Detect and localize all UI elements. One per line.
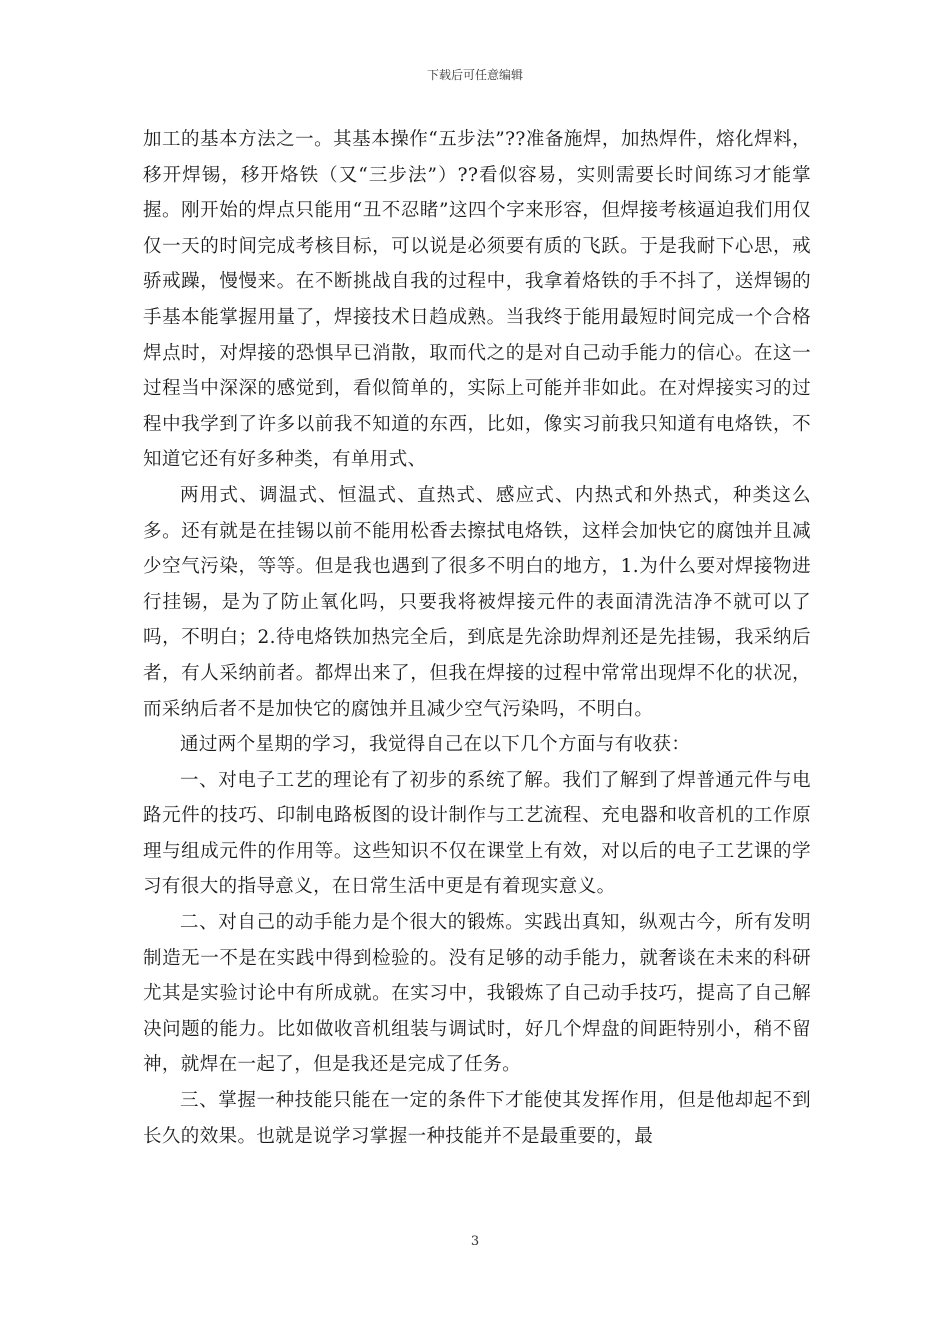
paragraph-gain-two: 二、对自己的动手能力是个很大的锻炼。实践出真知，纵观古今，所有发明制造无一不是在实践中得到检验的。没有足够的动手能力，就奢谈在未来的科研尤其是实验讨论中有所成就。在实习中，我锻炼了自己动手技巧，提高了自己解决问题的能力。比如做收音机组装与调试时，好几个焊盘的间距特别小，稍不留神，就焊在一起了，但是我还是完成了任务。 <box>143 912 811 1076</box>
paragraph-gains-intro: 通过两个星期的学习，我觉得自己在以下几个方面与有收获： <box>180 734 691 756</box>
paragraph-welding-method: 加工的基本方法之一。其基本操作“五步法”??准备施焊，加热焊件，熔化焊料，移开焊锡，移开烙铁（又“三步法”）??看似容易，实则需要长时间练习才能掌握。刚开始的焊点只能用“丑不忍睹”这四个字来形容，但焊接考核逼迫我们用仅仅一天的时间完成考核目标，可以说是必须要有质的飞跃。于是我耐下心思，戒骄戒躁，慢慢来。在不断挑战自我的过程中，我拿着烙铁的手不抖了，送焊锡的手基本能掌握用量了，焊接技术日趋成熟。当我终于能用最短时间完成一个合格焊点时，对焊接的恐惧早已消散，取而代之的是对自己动手能力的信心。在这一过程当中深深的感觉到，看似简单的，实际上可能并非如此。在对焊接实习的过程中我学到了许多以前我不知道的东西，比如，像实习前我只知道有电烙铁，不知道它还有好多种类，有单用式、 <box>143 129 811 471</box>
document-body <box>143 122 811 1154</box>
paragraph-gain-three: 三、掌握一种技能只能在一定的条件下才能使其发挥作用，但是他却起不到长久的效果。也就是说学习掌握一种技能并不是最重要的，最 <box>143 1090 811 1147</box>
page-number: 3 <box>470 1234 480 1249</box>
paragraph-iron-types: 两用式、调温式、恒温式、直热式、感应式、内热式和外热式，种类这么多。还有就是在挂锡以前不能用松香去擦拭电烙铁，这样会加快它的腐蚀并且减少空气污染，等等。但是我也遇到了很多不明白的地方，1.为什么要对焊接物进行挂锡，是为了防止氧化吗，只要我将被焊接元件的表面清洗洁净不就可以了吗，不明白；2.待电烙铁加热完全后，到底是先涂助焊剂还是先挂锡，我采纳后者，有人采纳前者。都焊出来了，但我在焊接的过程中常常出现焊不化的状况，而采纳后者不是加快它的腐蚀并且减少空气污染吗，不明白。 <box>143 484 811 720</box>
page-header: 下载后可任意编辑 <box>426 68 523 82</box>
paragraph-gain-one: 一、对电子工艺的理论有了初步的系统了解。我们了解到了焊普通元件与电路元件的技巧、印制电路板图的设计制作与工艺流程、充电器和收音机的工作原理与组成元件的作用等。这些知识不仅在课堂上有效，对以后的电子工艺课的学习有很大的指导意义，在日常生活中更是有着现实意义。 <box>143 769 811 898</box>
